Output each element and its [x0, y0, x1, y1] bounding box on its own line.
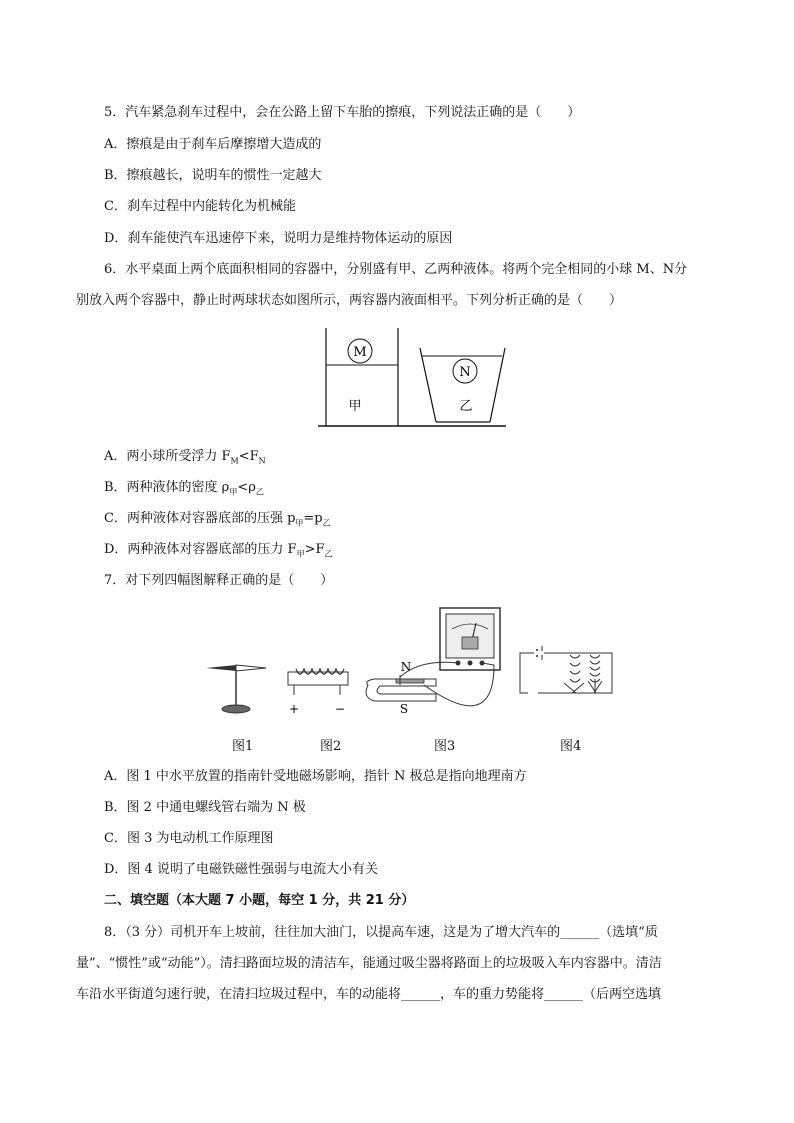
compass-figure	[206, 665, 266, 713]
q8-line2: 量”、“惯性”或“动能”）。清扫路面垃圾的清洁车，能通过吸尘器将路面上的垃圾吸入车内容器中。清洁	[76, 956, 662, 971]
q8-line1: 8．（3 分）司机开车上坡前，往往加大油门，以提高车速，这是为了增大汽车的______（选填“质	[104, 925, 658, 940]
magnet-s-label: S	[399, 702, 409, 716]
section2-title: 二、填空题（本大题 7 小题，每空 1 分，共 21 分）	[104, 893, 415, 908]
solenoid-plus-label: +	[288, 702, 300, 716]
ball-m-label: M	[353, 345, 367, 360]
ball-n-label: N	[459, 365, 471, 380]
q7-option-c: C．图 3 为电动机工作原理图	[104, 831, 274, 846]
q8-line3: 车沿水平街道匀速行驶，在清扫垃圾过程中，车的动能将______，车的重力势能将______（后两空选填	[76, 987, 662, 1002]
q7-option-d: D．图 4 说明了电磁铁磁性强弱与电流大小有关	[104, 862, 378, 877]
q5-option-c: C．刹车过程中内能转化为机械能	[104, 199, 296, 214]
fig3-caption: 图3	[434, 739, 456, 754]
q7-stem: 7．对下列四幅图解释正确的是（ ）	[104, 573, 334, 588]
q7-option-b: B．图 2 中通电螺线管右端为 N 极	[104, 800, 306, 815]
electromagnets-figure	[520, 646, 612, 697]
q6-option-d: D．两种液体对容器底部的压力 $F_甲>F_乙$	[104, 542, 333, 559]
fig4-caption: 图4	[560, 739, 582, 754]
q6-option-a: A．两小球所受浮力 $F_M<F_N$	[104, 449, 266, 466]
liquid-jia-label: 甲	[348, 399, 362, 414]
q5-stem: 5．汽车紧急刹车过程中，会在公路上留下车胎的擦痕，下列说法正确的是（ ）	[104, 105, 581, 120]
magnet-n-label: N	[400, 660, 412, 674]
fig1-caption: 图1	[232, 739, 254, 754]
galvanometer-figure	[366, 608, 500, 716]
q5-option-b: B．擦痕越长，说明车的惯性一定越大	[104, 168, 322, 183]
q7-four-figures	[200, 605, 630, 725]
q6-stem-line1: 6．水平桌面上两个底面积相同的容器中，分别盛有甲、乙两种液体。将两个完全相同的小球 M、N分	[104, 262, 688, 277]
q6-option-c: C．两种液体对容器底部的压强 $p_甲=p_乙$	[104, 511, 331, 528]
q6-option-b: B．两种液体的密度 $\rho_甲<\rho_乙$	[104, 480, 264, 497]
q7-option-a: A．图 1 中水平放置的指南针受地磁场影响，指针 N 极总是指向地理南方	[104, 769, 527, 784]
q5-option-d: D．刹车能使汽车迅速停下来，说明力是维持物体运动的原因	[104, 231, 453, 246]
q5-option-a: A．擦痕是由于刹车后摩擦增大造成的	[104, 137, 322, 152]
solenoid-figure	[288, 669, 348, 716]
fig2-caption: 图2	[320, 739, 342, 754]
q6-stem-line2: 别放入两个容器中，静止时两球状态如图所示，两容器内液面相平。下列分析正确的是（ ）	[76, 293, 623, 308]
solenoid-minus-label: −	[334, 702, 346, 716]
liquid-yi-label: 乙	[459, 399, 473, 414]
q6-containers-figure	[318, 326, 508, 430]
